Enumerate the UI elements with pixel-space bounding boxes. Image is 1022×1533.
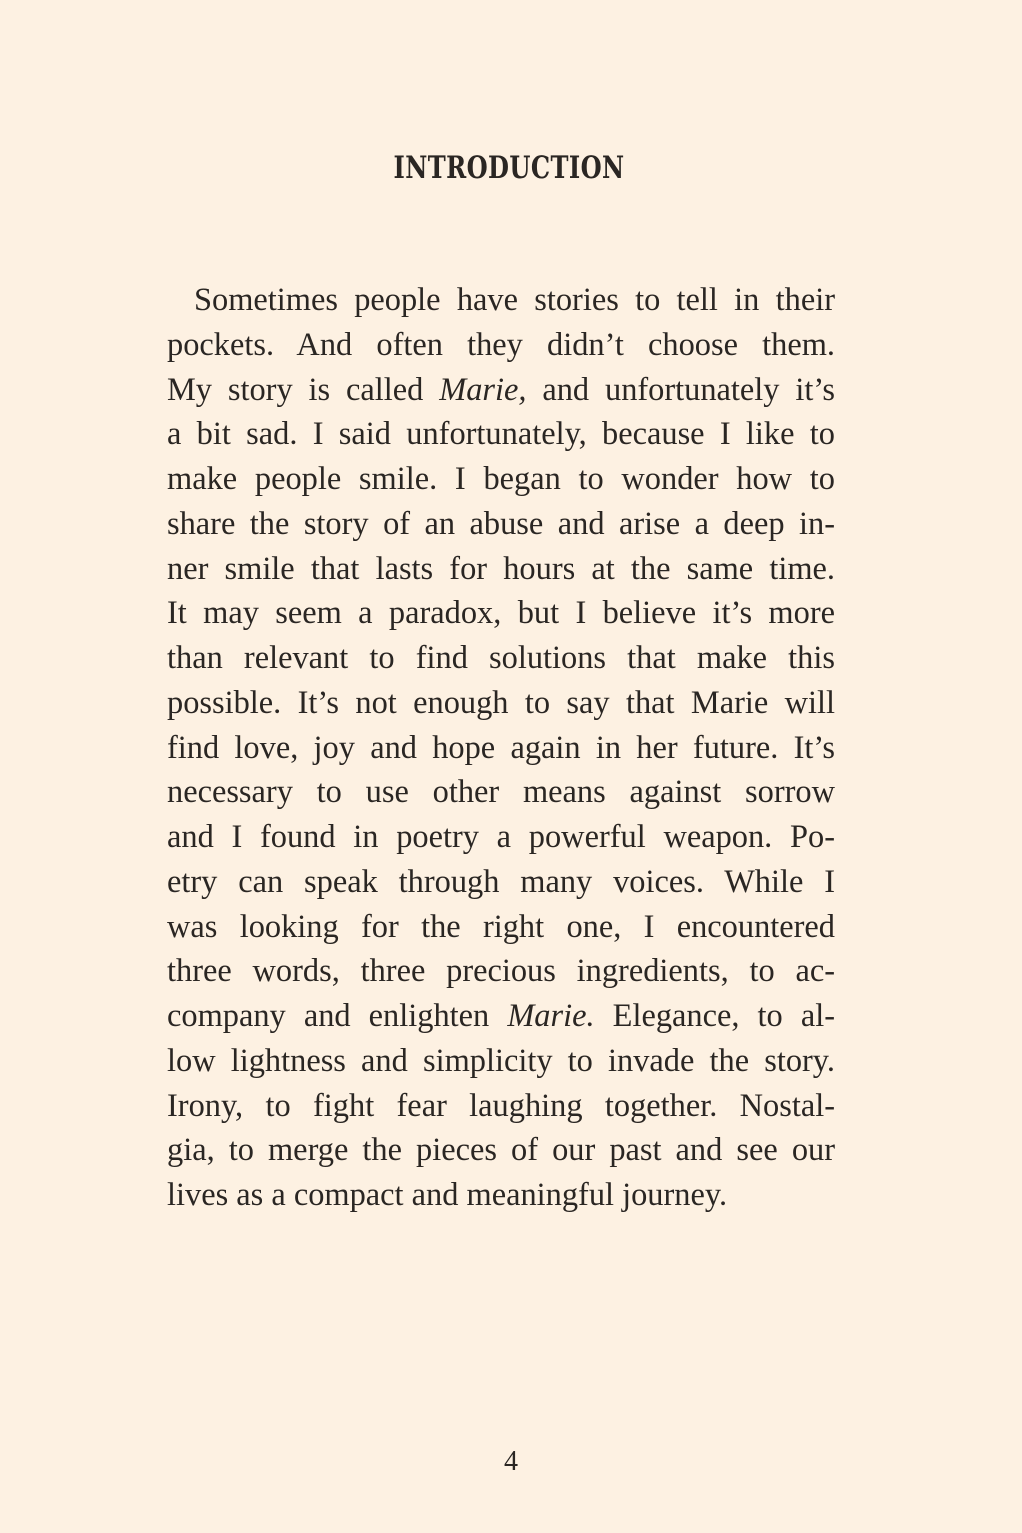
- paragraph-line: lives as a compact and meaningful journey.: [167, 1177, 728, 1213]
- paragraph-line: gia, to merge the pieces of our past and see our: [167, 1132, 835, 1169]
- paragraph-line: than relevant to find solutions that make this: [167, 640, 835, 676]
- chapter-heading: INTRODUCTION: [393, 150, 625, 186]
- introduction-paragraph: [167, 278, 835, 1218]
- page-number: 4: [504, 1446, 518, 1477]
- paragraph-line: find love, joy and hope again in her future. It’s: [167, 729, 835, 766]
- paragraph-line: make people smile. I began to wonder how to: [167, 461, 835, 497]
- paragraph-line: Sometimes people have stories to tell in their: [194, 282, 835, 318]
- line-text: and unfortunately it’s: [526, 371, 835, 408]
- paragraph-line: was looking for the right one, I encountered: [167, 908, 835, 945]
- paragraph-line: a bit sad. I said unfortunately, because I like to: [167, 416, 835, 453]
- paragraph-line: etry can speak through many voices. While I: [167, 863, 835, 900]
- paragraph-line: necessary to use other means against sorrow: [167, 774, 835, 811]
- paragraph-line: low lightness and simplicity to invade the story.: [167, 1042, 835, 1079]
- italic-title: Marie.: [507, 998, 595, 1034]
- line-text: My story is called: [167, 371, 440, 408]
- paragraph-line: ner smile that lasts for hours at the same time.: [167, 550, 835, 587]
- paragraph-line: pockets. And often they didn’t choose them.: [167, 326, 835, 363]
- paragraph-line: It may seem a paradox, but I believe it’s more: [167, 595, 835, 632]
- paragraph-line: possible. It’s not enough to say that Marie will: [167, 684, 835, 721]
- paragraph-line: three words, three precious ingredients, to ac-: [167, 953, 835, 990]
- paragraph-line: share the story of an abuse and arise a deep in-: [167, 505, 835, 542]
- line-text: Elegance, to al-: [594, 998, 835, 1034]
- paragraph-line: and I found in poetry a powerful weapon. Po-: [167, 819, 835, 855]
- paragraph-line: [167, 368, 835, 413]
- paragraph-line: [167, 994, 835, 1039]
- paragraph-line: Irony, to fight fear laughing together. Nostal-: [167, 1087, 835, 1124]
- line-text: company and enlighten: [167, 998, 508, 1034]
- italic-title: Marie,: [439, 371, 527, 408]
